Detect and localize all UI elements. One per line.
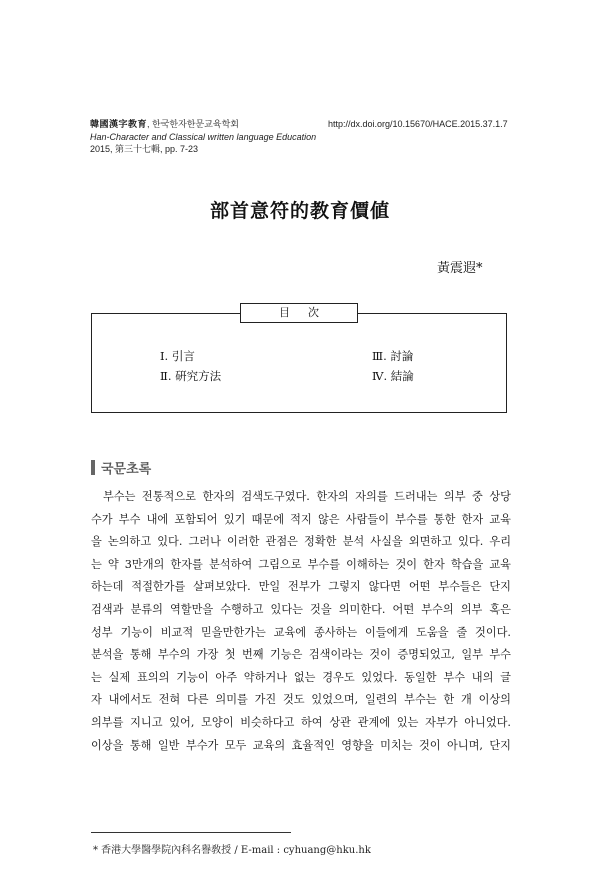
abstract-line: 자 내에서도 전혀 다른 의미를 가진 것도 있었으며, 일련의 부수는 한 개 이상의 bbox=[91, 693, 511, 707]
journal-volume: 2015, 第三十七輯, pp. 7-23 bbox=[90, 144, 199, 154]
paper-title: 部首意符的教育價値 bbox=[209, 200, 390, 222]
paper-author: 黃震遐* bbox=[437, 261, 483, 276]
abstract-body bbox=[91, 486, 511, 757]
footnote-rule bbox=[91, 832, 291, 833]
abstract-line: 부수는 전통적으로 한자의 검색도구였다. 한자의 자의를 드러내는 의부 중 상당 bbox=[103, 490, 511, 503]
abstract-line: 분석을 통해 부수의 가장 첫 번째 기능은 검색이라는 것이 증명되었고, 일부 부수 bbox=[91, 648, 511, 662]
toc-item-discussion[interactable]: Ⅲ. 討論 bbox=[372, 349, 414, 363]
journal-society: , 한국한자한문교육학회 bbox=[147, 119, 239, 129]
abstract-heading-text: 국문초록 bbox=[101, 462, 152, 477]
abstract-heading bbox=[91, 458, 151, 477]
toc-item-methods[interactable]: Ⅱ. 硏究方法 bbox=[160, 369, 222, 383]
doi-link[interactable]: http://dx.doi.org/10.15670/HACE.2015.37.1.7 bbox=[328, 119, 508, 129]
toc-label: 目次 bbox=[240, 303, 358, 323]
journal-seal-text: 韓國漢字教育 bbox=[90, 120, 148, 130]
toc-item-conclusion[interactable]: Ⅳ. 結論 bbox=[372, 369, 414, 383]
table-of-contents bbox=[91, 306, 507, 413]
abstract-line: 수가 부수 내에 포함되어 있기 때문에 적지 않은 사람들이 부수를 통한 한자 교육 bbox=[91, 512, 511, 526]
author-footnote: * 香港大學醫學院內科名譽敎授 / E-mail : cyhuang@hku.hk bbox=[93, 845, 371, 856]
abstract-line: 검색과 분류의 역할만을 수행하고 있다는 것을 의미한다. 어떤 부수의 의부 혹은 bbox=[91, 602, 511, 616]
abstract-line: 을 논의하고 있다. 그러나 이러한 관점은 정확한 분석 사실을 외면하고 있다. 우리 bbox=[91, 535, 511, 549]
journal-english-name: Han-Character and Classical written language Education bbox=[90, 132, 317, 142]
abstract-line: 의부를 지니고 있어, 모양이 비슷하다고 하여 상관 관계에 있는 자부가 아니었다. bbox=[91, 715, 511, 729]
abstract-line: 성부 기능이 비교적 믿을만한가는 교육에 종사하는 이들에게 도움을 줄 것이다. bbox=[91, 625, 511, 639]
abstract-line: 는 실제 표의의 기능이 아주 약하거나 없는 경우도 있었다. 동일한 부수 내의 글 bbox=[91, 670, 511, 684]
abstract-line: 는 약 3만개의 한자를 분석하여 그림으로 부수를 이해하는 것이 한자 학습을 교육 bbox=[91, 557, 511, 571]
abstract-line: 하는데 적절한가를 살펴보았다. 만일 전부가 그렇지 않다면 어떤 부수들은 단지 bbox=[91, 580, 511, 594]
toc-item-introduction[interactable]: Ⅰ. 引言 bbox=[160, 349, 195, 363]
abstract-line: 이상을 통해 일반 부수가 모두 교육의 효율적인 영향을 미치는 것이 아니며, 단지 bbox=[91, 738, 511, 752]
section-marker-bar bbox=[91, 460, 95, 475]
